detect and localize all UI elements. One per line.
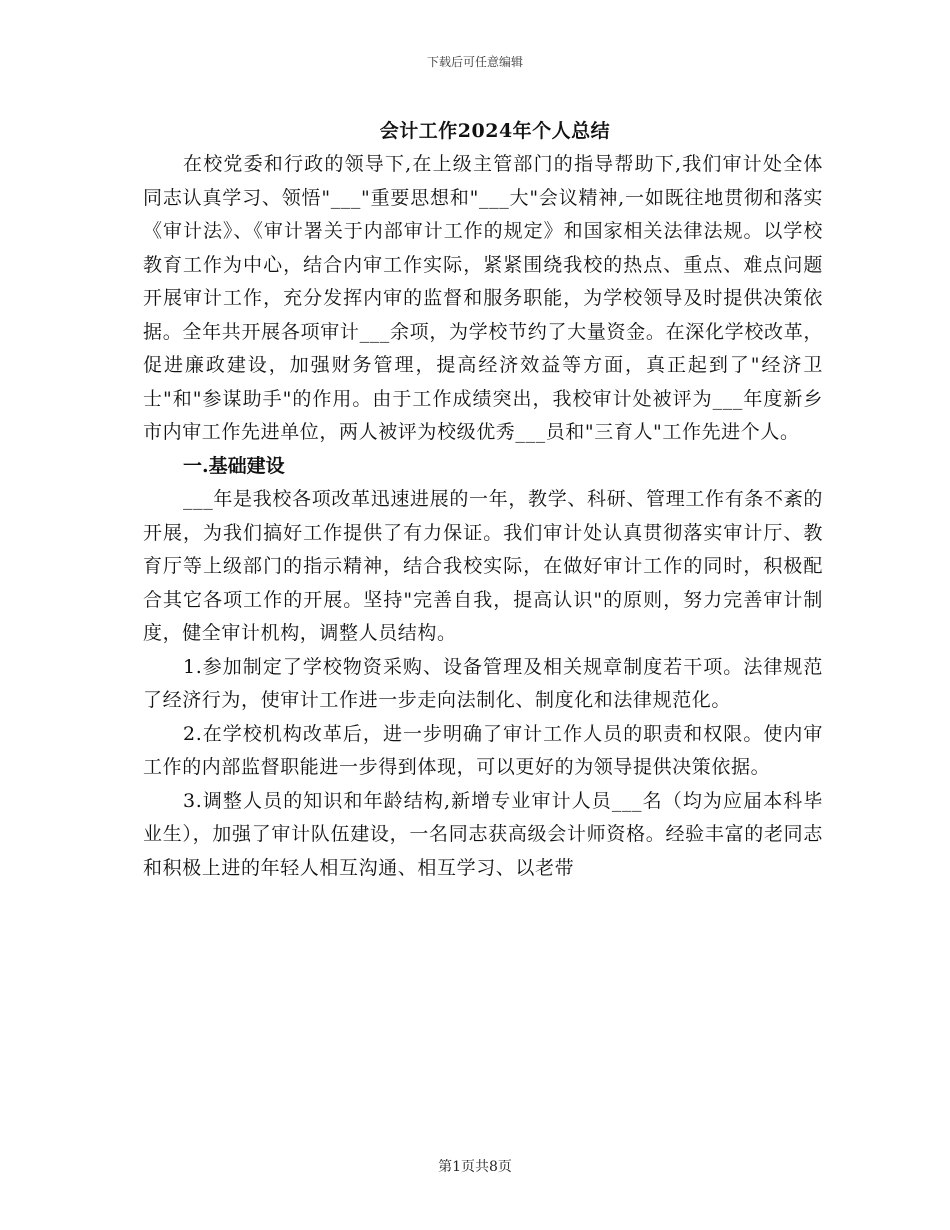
page-header-note: 下载后可任意编辑: [426, 55, 523, 69]
list-item-3: 3.调整人员的知识和年龄结构,新增专业审计人员___名（均为应届本科毕业生），加强了审计队伍建设，一名同志获高级会计师资格。经验丰富的老同志和积极上进的年轻人相互沟通、相互学习、以老带: [143, 789, 823, 879]
document-title: 会计工作2024年个人总结: [379, 120, 611, 142]
section-paragraph: ___年是我校各项改革迅速进展的一年，教学、科研、管理工作有条不紊的开展，为我们搞好工作提供了有力保证。我们审计处认真贯彻落实审计厅、教育厅等上级部门的指示精神，结合我校实际，在做好审计工作的同时，积极配合其它各项工作的开展。坚持"完善自我，提高认识"的原则，努力完善审计制度，健全审计机构，调整人员结构。: [143, 488, 823, 644]
list-item-1: 1.参加制定了学校物资采购、设备管理及相关规章制度若干项。法律规范了经济行为，使审计工作进一步走向法制化、制度化和法律规范化。: [143, 655, 823, 711]
intro-paragraph: 在校党委和行政的领导下,在上级主管部门的指导帮助下,我们审计处全体同志认真学习、领悟"___"重要思想和"___大"会议精神,一如既往地贯彻和落实《审计法》、《审计署关于内部审计工作的规定》和国家相关法律法规。以学校教育工作为中心，结合内审工作实际，紧紧围绕我校的热点、重点、难点问题开展审计工作，充分发挥内审的监督和服务职能，为学校领导及时提供决策依据。全年共开展各项审计___余项，为学校节约了大量资金。在深化学校改革，促进廉政建设，加强财务管理，提高经济效益等方面，真正起到了"经济卫士"和"参谋助手"的作用。由于工作成绩突出，我校审计处被评为___年度新乡市内审工作先进单位，两人被评为校级优秀___员和"三育人"工作先进个人。: [143, 153, 823, 443]
page-footer-pagination: 第1页共8页: [438, 1159, 512, 1175]
section-heading-basic-construction: 一.基础建设: [183, 454, 285, 477]
list-item-2: 2.在学校机构改革后，进一步明确了审计工作人员的职责和权限。使内审工作的内部监督职能进一步得到体现，可以更好的为领导提供决策依据。: [143, 722, 823, 778]
document-body: [143, 148, 823, 885]
